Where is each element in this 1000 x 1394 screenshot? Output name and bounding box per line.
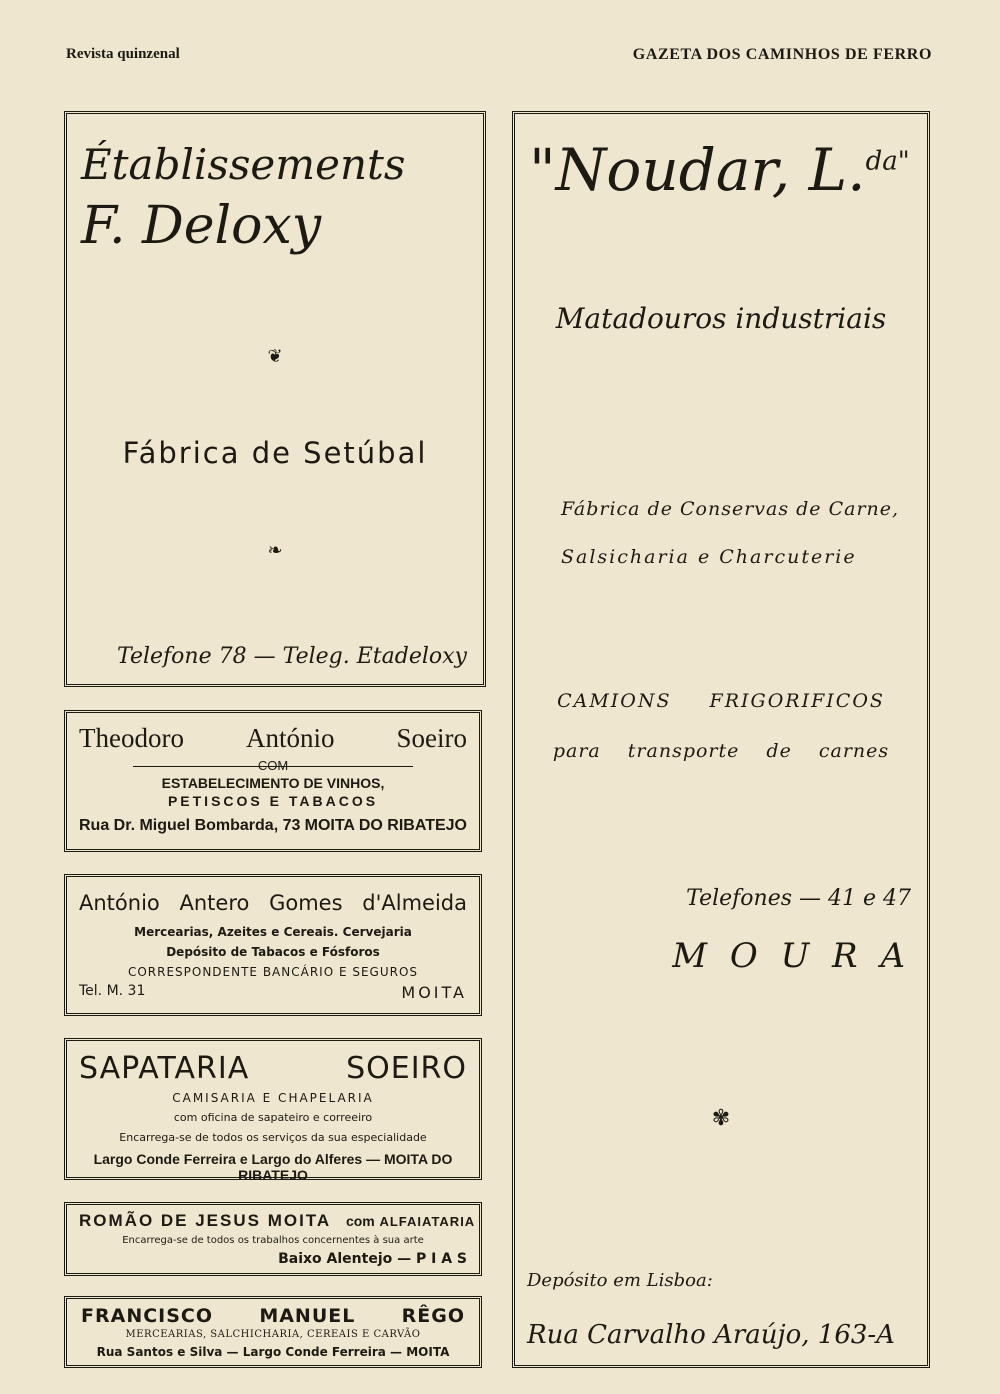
- sapataria-name-right: SOEIRO: [346, 1051, 467, 1086]
- ad-sapataria: [64, 1038, 482, 1183]
- theodoro-line1: ESTABELECIMENTO DE VINHOS,: [161, 775, 385, 791]
- noudar-line3: CAMIONS FRIGORIFICOS: [557, 690, 885, 712]
- teleg-value: Etadeloxy: [356, 644, 467, 669]
- name-word: d'Almeida: [362, 891, 467, 915]
- antero-name: [79, 891, 467, 915]
- name-word: António: [245, 723, 335, 753]
- antero-bottom-row: [79, 983, 467, 1002]
- deloxy-title-line2: F. Deloxy: [81, 196, 322, 256]
- ad-antero: [64, 874, 482, 1016]
- teleg-label: Teleg.: [282, 644, 350, 669]
- romao-name-row: [79, 1211, 476, 1231]
- ornament-icon: ✾: [711, 1106, 731, 1131]
- name-word: Theodoro: [79, 723, 184, 753]
- name-word: Antero: [179, 891, 250, 915]
- noudar-line1: Fábrica de Conservas de Carne,: [561, 498, 900, 520]
- noudar-title-sup: da": [865, 146, 910, 177]
- sapataria-line2: com oficina de sapateiro e correeiro: [173, 1111, 373, 1124]
- ad-romao: [64, 1202, 482, 1276]
- sapataria-name-left: SAPATARIA: [79, 1051, 250, 1086]
- ad-noudar: [512, 111, 930, 1368]
- name-word: Gomes: [269, 891, 343, 915]
- ad-theodoro: [64, 710, 482, 852]
- theodoro-address-row: [79, 817, 467, 835]
- sapataria-address: Largo Conde Ferreira e Largo do Alferes — MOITA DO RIBATEJO: [93, 1151, 453, 1183]
- theodoro-address: Rua Dr. Miguel Bombarda, 73: [79, 817, 301, 834]
- sapataria-name: [79, 1051, 467, 1086]
- noudar-line2: Salsicharia e Charcuterie: [561, 546, 857, 568]
- antero-tel: Tel. M. 31: [79, 983, 146, 999]
- ornament-icon: ❦: [267, 346, 283, 367]
- telefone-label: Telefone: [117, 644, 212, 669]
- theodoro-town: MOITA DO RIBATEJO: [304, 817, 467, 834]
- romao-trade: ALFAIATARIA: [379, 1214, 476, 1229]
- name-word: RÊGO: [401, 1305, 465, 1327]
- antero-line3: CORRESPONDENTE BANCÁRIO E SEGUROS: [127, 965, 419, 979]
- ad-rego: [64, 1296, 482, 1368]
- noudar-deposito-label: Depósito em Lisboa:: [527, 1270, 713, 1291]
- name-word: Soeiro: [396, 723, 467, 753]
- sapataria-line1: CAMISARIA E CHAPELARIA: [172, 1091, 374, 1105]
- noudar-deposito-address: Rua Carvalho Araújo, 163-A: [527, 1320, 895, 1350]
- noudar-title: [529, 136, 910, 204]
- deloxy-contact: Telefone 78 — Teleg. Etadeloxy: [117, 644, 467, 669]
- sapataria-line3: Encarrega-se de todos os serviços da sua especialidade: [119, 1131, 427, 1144]
- deloxy-title-line1: Établissements: [81, 140, 406, 189]
- name-word: MANUEL: [259, 1305, 356, 1327]
- noudar-line4: para transporte de carnes: [552, 740, 890, 762]
- deloxy-product: Fábrica de Setúbal: [122, 436, 428, 470]
- name-word: FRANCISCO: [81, 1305, 214, 1327]
- theodoro-com: COM: [257, 758, 289, 773]
- noudar-title-text: "Noudar, L.: [529, 136, 866, 204]
- running-header-right: GAZETA DOS CAMINHOS DE FERRO: [632, 46, 932, 63]
- rego-line1: MERCEARIAS, SALCHICHARIA, CEREAIS E CARVÃO: [125, 1329, 421, 1340]
- ad-deloxy: [64, 111, 486, 687]
- name-word: António: [79, 891, 160, 915]
- rego-address: Rua Santos e Silva — Largo Conde Ferreira — MOITA: [96, 1345, 450, 1359]
- antero-town: MOITA: [401, 983, 467, 1002]
- noudar-subtitle: Matadouros industriais: [555, 302, 887, 335]
- antero-line2: Depósito de Tabacos e Fósforos: [166, 945, 380, 959]
- theodoro-name: [79, 723, 467, 754]
- romao-com: com: [345, 1213, 375, 1229]
- romao-line1: Encarrega-se de todos os trabalhos concernentes à sua arte: [122, 1235, 424, 1246]
- ornament-icon: ❧: [267, 540, 283, 561]
- telefone-value: 78: [218, 644, 247, 669]
- noudar-town: M O U R A: [672, 936, 911, 976]
- rego-name: [81, 1305, 465, 1327]
- noudar-telefones: Telefones — 41 e 47: [686, 886, 911, 911]
- romao-place: Baixo Alentejo — P I A S: [278, 1251, 467, 1267]
- theodoro-line2: PETISCOS E TABACOS: [167, 793, 379, 809]
- antero-line1: Mercearias, Azeites e Cereais. Cervejaria: [134, 925, 412, 939]
- romao-name: ROMÃO DE JESUS MOITA: [79, 1211, 332, 1230]
- running-header-left: Revista quinzenal: [66, 46, 180, 62]
